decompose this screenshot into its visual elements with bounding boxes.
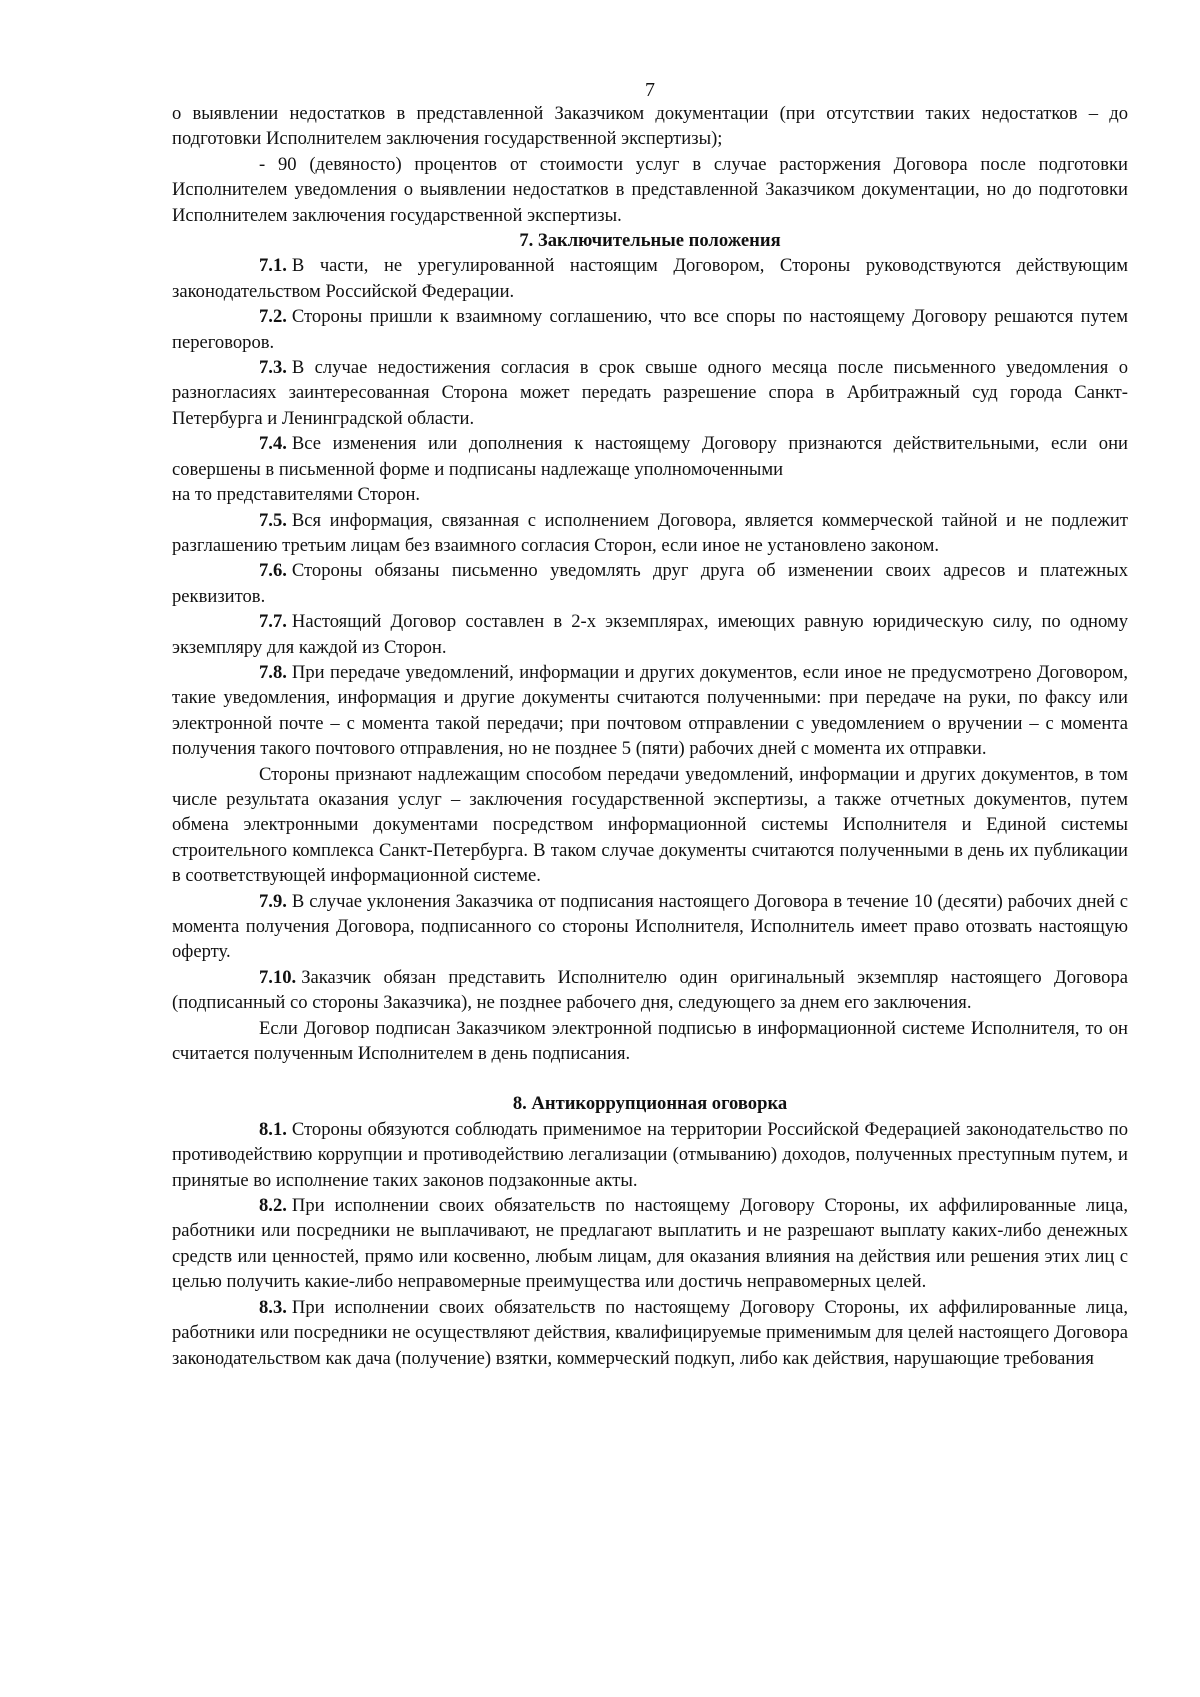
- clause-number: 7.10.: [259, 966, 297, 988]
- clause-text: В случае уклонения Заказчика от подписания настоящего Договора в течение 10 (десяти) рабочих дней с момента получения Договора, подписанного со стороны Исполнителя, Исполнитель имеет право отозвать настоящую оферту.: [172, 890, 1128, 963]
- paragraph-text: - 90 (девяносто) процентов от стоимости услуг в случае расторжения Договора после подготовки Исполнителем уведомления о выявлении недостатков в представленной Заказчиком документации, но до подготовки Исполнителем заключения государственной экспертизы.: [172, 153, 1128, 226]
- clause-number: 7.1.: [259, 255, 287, 277]
- clause-7-6: [172, 558, 1128, 609]
- clause-8-2: [172, 1193, 1128, 1295]
- clause-8-1: [172, 1117, 1128, 1193]
- clause-text: Стороны обязуются соблюдать применимое на территории Российской Федерацией законодательство по противодействию коррупции и противодействию легализации (отмыванию) доходов, полученных преступным путем, и принятые во исполнение таких законов подзаконные акты.: [172, 1118, 1128, 1191]
- clause-text: Стороны пришли к взаимному соглашению, что все споры по настоящему Договору решаются путем переговоров.: [172, 306, 1128, 353]
- clause-text: Если Договор подписан Заказчиком электронной подписью в информационной системе Исполнителя, то он считается полученным Исполнителем в день подписания.: [172, 1017, 1128, 1065]
- clause-number: 7.6.: [259, 560, 287, 582]
- clause-number: 8.1.: [259, 1118, 287, 1140]
- clause-7-4-continuation: [172, 482, 1128, 507]
- section-7-title: 7. Заключительные положения: [519, 230, 781, 252]
- clause-number: 7.2.: [259, 306, 287, 328]
- clause-text: Все изменения или дополнения к настоящему Договору признаются действительными, если они совершены в письменной форме и подписаны надлежаще уполномоченными: [172, 433, 1128, 480]
- clause-number: 8.3.: [259, 1296, 287, 1318]
- clause-text: на то представителями Сторон.: [172, 484, 421, 506]
- clause-number: 7.4.: [259, 433, 287, 455]
- clause-7-1: [172, 253, 1128, 304]
- page-number: 7: [645, 79, 655, 101]
- clause-7-8-paragraph: [172, 762, 1128, 889]
- paragraph: [172, 101, 1128, 152]
- clause-7-4: [172, 431, 1128, 482]
- clause-7-7: [172, 609, 1128, 660]
- clause-number: 7.9.: [259, 890, 287, 912]
- clause-text: При исполнении своих обязательств по настоящему Договору Стороны, их аффилированные лица, работники или посредники не выплачивают, не предлагают выплатить и не разрешают выплату каких-либо денежных средств или ценностей, прямо или косвенно, любым лицам, для оказания влияния на действия или решения этих лиц с целью получить какие-либо неправомерные преимущества или достичь неправомерных целей.: [172, 1195, 1128, 1293]
- clause-7-5: [172, 508, 1128, 559]
- clause-text: При исполнении своих обязательств по настоящему Договору Стороны, их аффилированные лица, работники или посредники не осуществляют действия, квалифицируемые применимым для целей настоящего Договора законодательством как дача (получение) взятки, коммерческий подкуп, либо как действия, нарушающие требования: [172, 1296, 1128, 1369]
- clause-text: Вся информация, связанная с исполнением Договора, является коммерческой тайной и не подлежит разглашению третьим лицам без взаимного согласия Сторон, если иное не установлено законом.: [172, 509, 1128, 556]
- paragraph: [172, 152, 1128, 228]
- clause-number: 7.8.: [259, 661, 287, 683]
- clause-text: В части, не урегулированной настоящим Договором, Стороны руководствуются действующим законодательством Российской Федерации.: [172, 255, 1128, 302]
- clause-number: 8.2.: [259, 1195, 287, 1217]
- clause-text: Стороны обязаны письменно уведомлять друг друга об изменении своих адресов и платежных реквизитов.: [172, 560, 1128, 607]
- clause-7-2: [172, 304, 1128, 355]
- clause-7-10-paragraph: [172, 1016, 1128, 1067]
- paragraph-text: о выявлении недостатков в представленной Заказчиком документации (при отсутствии таких недостатков – до подготовки Исполнителем заключения государственной экспертизы);: [172, 103, 1128, 150]
- clause-number: 7.5.: [259, 509, 287, 531]
- clause-8-3: [172, 1295, 1128, 1371]
- clause-7-8: [172, 660, 1128, 762]
- clause-number: 7.7.: [259, 611, 287, 633]
- clause-text: При передаче уведомлений, информации и других документов, если иное не предусмотрено Договором, такие уведомления, информация и другие документы считаются полученными: при передаче на руки, по факсу или электронной почте – с момента такой передачи; при почтовом отправлении с уведомлением о вручении – с момента получения такого почтового отправления, но не позднее 5 (пяти) рабочих дней с момента их отправки.: [172, 661, 1128, 760]
- clause-text: Настоящий Договор составлен в 2-х экземплярах, имеющих равную юридическую силу, по одному экземпляру для каждой из Сторон.: [172, 611, 1128, 658]
- clause-7-10: [172, 965, 1128, 1016]
- clause-7-3: [172, 355, 1128, 431]
- clause-text: Стороны признают надлежащим способом передачи уведомлений, информации и других документов, в том числе результата оказания услуг – заключения государственной экспертизы, а также отчетных документов, путем обмена электронными документами посредством информационной системы Исполнителя и Единой системы строительного комплекса Санкт-Петербурга. В таком случае документы считаются полученными в день их публикации в соответствующей информационной системе.: [172, 763, 1128, 887]
- clause-7-9: [172, 889, 1128, 965]
- document-page: [172, 78, 1128, 1371]
- clause-text: Заказчик обязан представить Исполнителю один оригинальный экземпляр настоящего Договора (подписанный со стороны Заказчика), не позднее рабочего дня, следующего за днем его заключения.: [172, 966, 1128, 1014]
- section-8-title: 8. Антикоррупционная оговорка: [512, 1093, 788, 1115]
- clause-text: В случае недостижения согласия в срок свыше одного месяца после письменного уведомления о разногласиях заинтересованная Сторона может передать разрешение спора в Арбитражный суд города Санкт-Петербурга и Ленинградской области.: [172, 357, 1128, 429]
- clause-number: 7.3.: [259, 357, 287, 379]
